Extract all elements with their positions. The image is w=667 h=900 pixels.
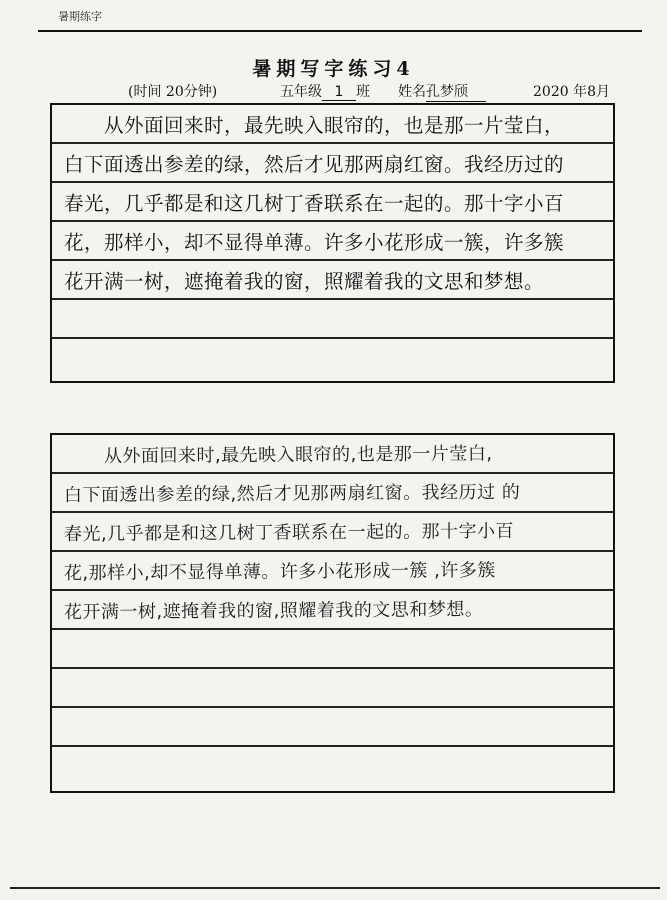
header-tag: 暑期练字 [58, 10, 102, 23]
name-field [398, 81, 486, 102]
printed-line [52, 105, 613, 144]
handwritten-line-text: 白下面透出参差的绿,然后才见那两扇红窗。我经历过 的 [63, 481, 521, 507]
printed-line [52, 261, 613, 300]
printed-line [52, 222, 613, 261]
handwritten-line [52, 591, 613, 630]
handwritten-line-text: 春光,几乎都是和这几树丁香联系在一起的。那十字小百 [63, 520, 515, 545]
class-label: 班 [356, 84, 370, 100]
header-rule [38, 30, 642, 32]
class-number: 1 [322, 84, 356, 101]
handwritten-line [52, 513, 613, 552]
grade-label: 五年级 [280, 84, 322, 100]
handwriting-box [50, 433, 615, 793]
page-title: 暑期写字练习4 [252, 58, 415, 80]
date: 2020 年8月 [533, 84, 610, 100]
handwritten-line [52, 552, 613, 591]
handwritten-line [52, 630, 613, 669]
handwritten-line-text [64, 659, 605, 663]
handwritten-line [52, 747, 613, 791]
handwritten-line [52, 708, 613, 747]
printed-line-text: 从外面回来时，最先映入眼帘的，也是那一片莹白， [104, 114, 565, 137]
printed-line-text: 白下面透出参差的绿，然后才见那两扇红窗。我经历过的 [64, 153, 565, 176]
printed-line [52, 339, 613, 381]
handwritten-line-text [64, 698, 605, 702]
printed-line-text: 花，那样小，却不显得单薄。许多小花形成一簇，许多簇 [64, 231, 565, 254]
handwritten-line-text: 从外面回来时,最先映入眼帘的,也是那一片莹白, [103, 443, 493, 468]
printed-line [52, 144, 613, 183]
time-limit: (时间 20分钟) [128, 84, 218, 100]
printed-line-text: 花开满一树，遮掩着我的窗，照耀着我的文思和梦想。 [64, 270, 545, 293]
handwritten-line-text [64, 737, 605, 741]
footer-rule [10, 887, 660, 889]
printed-line-text: 春光，几乎都是和这几树丁香联系在一起的。那十字小百 [64, 192, 565, 215]
handwritten-line [52, 669, 613, 708]
handwritten-line [52, 474, 613, 513]
printed-line [52, 183, 613, 222]
handwritten-line-text: 花,那样小,却不显得单薄。许多小花形成一簇 ,许多簇 [63, 559, 496, 584]
handwritten-line-text: 花开满一树,遮掩着我的窗,照耀着我的文思和梦想。 [63, 599, 484, 623]
grade-class-field [280, 81, 370, 101]
name-label: 姓名 [398, 84, 426, 100]
student-name: 孔梦颀 [426, 81, 486, 102]
printed-line [52, 300, 613, 339]
handwritten-line-text [64, 783, 605, 787]
handwritten-line [52, 435, 613, 474]
printed-model-box [50, 103, 615, 383]
